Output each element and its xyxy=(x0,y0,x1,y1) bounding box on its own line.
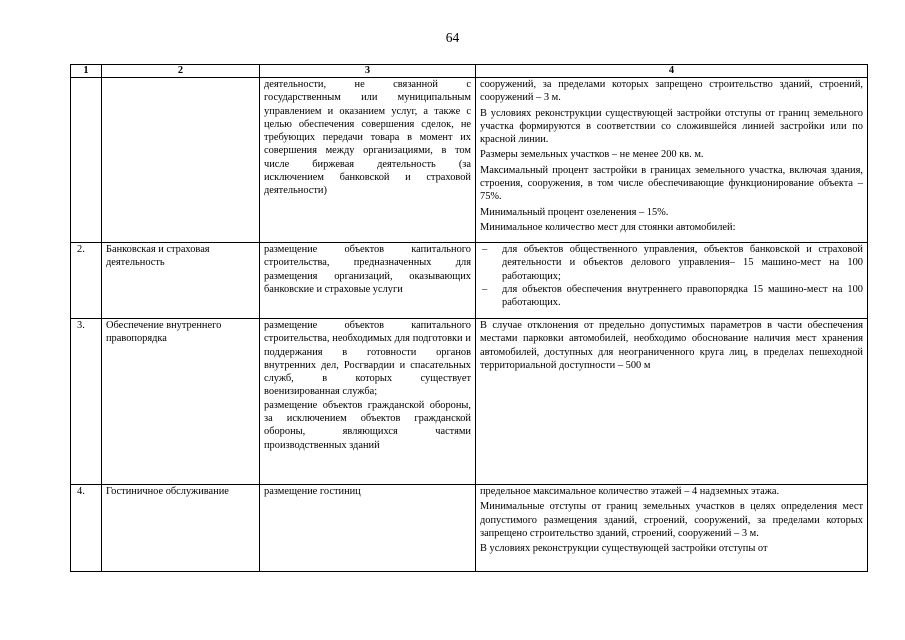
use-description: деятельности, не связанной с государственным или муниципальным управлением и оказанием услуг, а также с целью обеспечения совершения сделок, не требующих передачи товара в момент их совершения между организациями, в том числе биржевая деятельность (за исключением банковской и страховой деятельности) xyxy=(260,78,476,243)
table-header-row xyxy=(71,65,868,78)
column-header-1: 1 xyxy=(71,65,102,78)
use-description: размещение гостиниц xyxy=(260,485,476,572)
use-type-name: Гостиничное обслуживание xyxy=(102,485,260,572)
parameters-cell xyxy=(476,243,868,319)
table-row xyxy=(71,243,868,319)
regulations-table xyxy=(70,64,868,572)
parameter-paragraph: В условиях реконструкции существующей застройки отступы от границ земельного участка формируются в соответствии со сложившейся линией застройки или по красной линии. xyxy=(480,107,863,146)
table-row xyxy=(71,319,868,485)
parameter-paragraph: Минимальный процент озеленения – 15%. xyxy=(480,206,669,218)
row-number: 4. xyxy=(71,485,102,572)
column-header-4: 4 xyxy=(476,65,868,78)
parameter-paragraph: Максимальный процент застройки в границах земельного участка, включая здания, строения, сооружения, в том числе обеспечивающие функционирование объекта – 75%. xyxy=(480,164,863,203)
use-description-cell xyxy=(260,319,476,485)
use-type-name xyxy=(102,78,260,243)
parameter-paragraph: Размеры земельных участков – не менее 200 кв. м. xyxy=(480,149,704,161)
parameters-cell xyxy=(476,319,868,485)
use-description: размещение объектов капитального строительства, необходимых для подготовки и поддержания в готовности органов внутренних дел, Росгвардии и спасательных служб, в которых существует военизированная служба; xyxy=(264,320,471,398)
parameters-cell xyxy=(476,78,868,243)
parameter-paragraph: сооружений, за пределами которых запрещено строительство зданий, строений, сооружений – 3 м. xyxy=(480,79,863,104)
use-type-name: Обеспечение внутреннего правопорядка xyxy=(102,319,260,485)
parking-list xyxy=(480,243,863,309)
use-type-name: Банковская и страховая деятельность xyxy=(102,243,260,319)
parameter-paragraph: В случае отклонения от предельно допустимых параметров в части обеспечения местами парковки автомобилей, необходимо обоснование наличия мест хранения автомобилей, доступных для неограниченного круга лиц, в пределах пешеходной территориальной доступности – 500 м xyxy=(480,320,863,371)
parameter-paragraph: Минимальные отступы от границ земельных участков в целях определения мест допустимого размещения зданий, строений, сооружений, за пределами которых запрещено строительство зданий, строений, сооружений – 3 м. xyxy=(480,501,863,539)
page-number: 64 xyxy=(445,30,460,45)
list-item: – для объектов обеспечения внутреннего правопорядка 15 машино-мест на 100 работающих. xyxy=(480,283,863,310)
table-row xyxy=(71,485,868,572)
parameters-cell xyxy=(476,485,868,572)
list-item: – для объектов общественного управления, объектов банковской и страховой деятельности и объектов делового управления– 15 машино-мест на 100 работающих; xyxy=(480,243,863,283)
parameter-paragraph: предельное максимальное количество этажей – 4 надземных этажа. xyxy=(480,486,780,497)
parameter-paragraph: Минимальное количество мест для стоянки автомобилей: xyxy=(480,221,736,233)
column-header-2: 2 xyxy=(102,65,260,78)
row-number xyxy=(71,78,102,243)
use-description: размещение объектов капитального строительства, предназначенных для размещения организаций, оказывающих банковские и страховые услуги xyxy=(260,243,476,319)
row-number: 3. xyxy=(71,319,102,485)
parameter-paragraph: В условиях реконструкции существующей застройки отступы от xyxy=(480,543,768,555)
row-number: 2. xyxy=(71,243,102,319)
table-row xyxy=(71,78,868,243)
column-header-3: 3 xyxy=(260,65,476,78)
use-description: размещение объектов гражданской обороны, за исключением объектов гражданской обороны, являющихся частями производственных зданий xyxy=(264,399,471,451)
